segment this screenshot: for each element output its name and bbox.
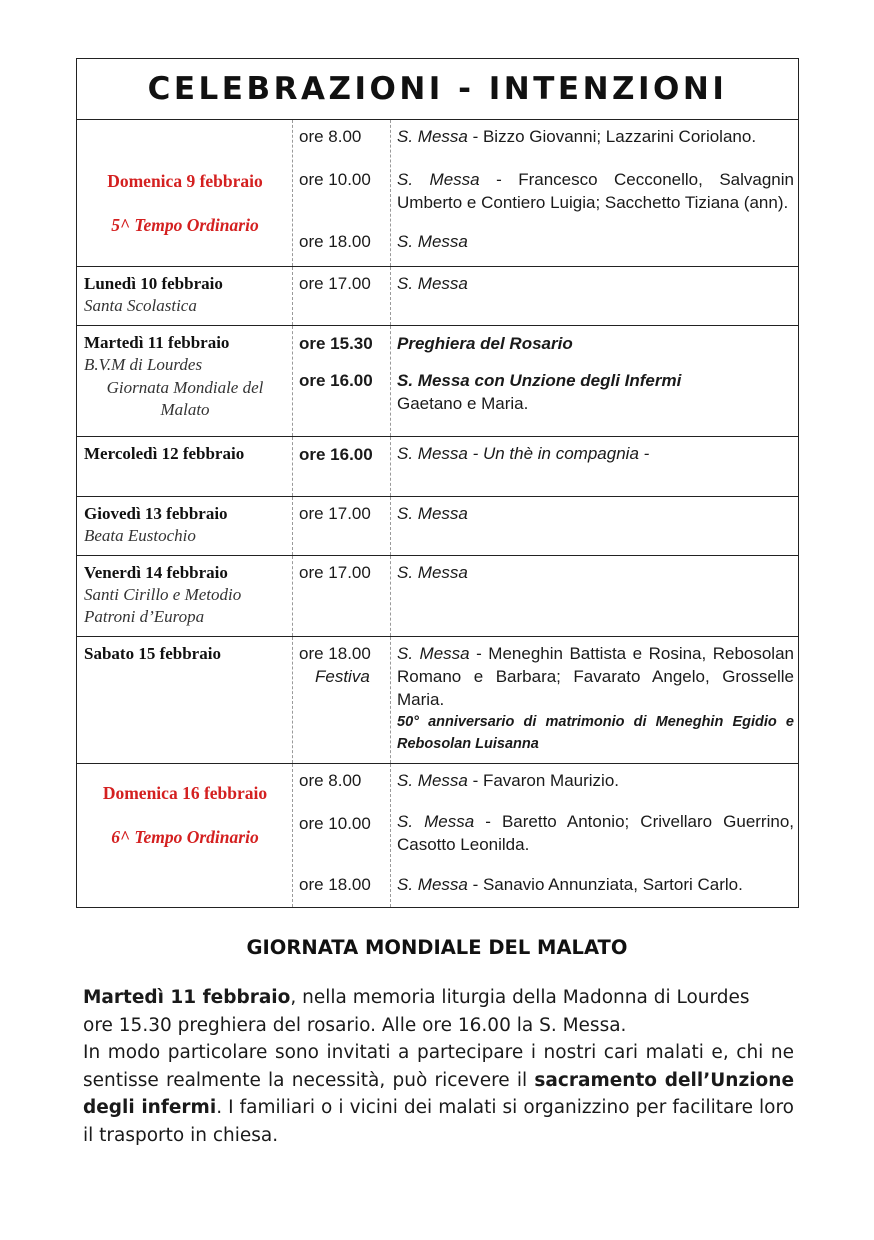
time-cell: [293, 120, 391, 266]
day-row-wednesday-12: [77, 437, 798, 497]
day-name: Lunedì 10 febbraio: [84, 274, 223, 293]
saint: Beata Eustochio: [84, 526, 196, 545]
day-cell: [77, 764, 293, 907]
time: ore 15.30: [299, 334, 373, 353]
day-subtitle: 5^ Tempo Ordinario: [111, 215, 259, 235]
time-cell: [293, 267, 391, 325]
day-row-monday-10: [77, 267, 798, 326]
article-paragraph: In modo particolare sono invitati a partecipare i nostri cari malati e, chi ne sentisse realmente la necessità, può ricevere il sacramento dell’Unzione degli infermi. I familiari o i vicini dei malati si organizzino per facilitare loro il trasporto in chiesa.: [83, 1042, 794, 1146]
time: ore 17.00: [299, 504, 371, 523]
intention: S. Messa con Unzione degli Infermi: [397, 371, 682, 390]
day-row-sunday-16: [77, 764, 798, 907]
festive-label: Festiva: [315, 667, 370, 686]
time-cell: [293, 556, 391, 636]
day-subtitle: 6^ Tempo Ordinario: [111, 827, 259, 847]
saint: Santa Scolastica: [84, 296, 197, 315]
day-name: Martedì 11 febbraio: [84, 333, 230, 352]
intentions-cell: [391, 556, 798, 636]
intention: S. Messa - Sanavio Annunziata, Sartori Carlo.: [397, 875, 743, 894]
time: ore 16.00: [299, 445, 373, 464]
time: ore 18.00: [299, 644, 371, 663]
intention: S. Messa: [397, 504, 468, 523]
article-line-2: ore 15.30 preghiera del rosario. Alle ore 16.00 la S. Messa.: [83, 1014, 627, 1036]
time-cell: [293, 497, 391, 555]
day-cell: [77, 497, 293, 555]
day-row-sunday-9: [77, 120, 798, 267]
intentions-cell: [391, 120, 798, 266]
intention: S. Messa - Un thè in compagnia -: [397, 444, 650, 463]
intention: S. Messa - Baretto Antonio; Crivellaro Guerrino, Casotto Leonilda.: [397, 812, 795, 854]
day-cell: [77, 437, 293, 496]
intentions-cell: [391, 497, 798, 555]
saint: Santi Cirillo e Metodio: [84, 585, 242, 604]
intention: S. Messa - Bizzo Giovanni; Lazzarini Coriolano.: [397, 127, 757, 146]
day-name: Mercoledì 12 febbraio: [84, 444, 245, 463]
intention: S. Messa - Favaron Maurizio.: [397, 771, 620, 790]
observance: Giornata Mondiale del Malato: [106, 378, 264, 419]
article-line-1: Martedì 11 febbraio, nella memoria liturgia della Madonna di Lourdes: [83, 987, 750, 1008]
day-name: Venerdì 14 febbraio: [84, 563, 228, 582]
saint: B.V.M di Lourdes: [84, 355, 203, 374]
article-body: [83, 984, 794, 1149]
intentions-cell: [391, 326, 798, 436]
intention: S. Messa - Meneghin Battista e Rosina, Rebosolan Romano e Barbara; Favarato Angelo, Grosselle Maria.: [397, 644, 794, 709]
celebrations-table: [76, 58, 799, 908]
intention: Preghiera del Rosario: [397, 334, 573, 353]
intention: S. Messa: [397, 274, 468, 293]
table-title: CELEBRAZIONI - INTENZIONI: [77, 59, 798, 120]
intention: S. Messa: [397, 563, 468, 582]
day-row-friday-14: [77, 556, 798, 637]
day-cell: [77, 556, 293, 636]
day-cell: [77, 637, 293, 763]
time: ore 8.00: [299, 127, 362, 146]
day-cell: [77, 267, 293, 325]
intentions-cell: [391, 267, 798, 325]
day-row-tuesday-11: [77, 326, 798, 437]
intention: S. Messa: [397, 232, 468, 251]
time: ore 10.00: [299, 170, 371, 189]
time: ore 18.00: [299, 875, 371, 894]
time-cell: [293, 437, 391, 496]
intentions-cell: [391, 764, 798, 907]
time: ore 18.00: [299, 232, 371, 251]
time-cell: [293, 326, 391, 436]
time: ore 17.00: [299, 274, 371, 293]
day-name: Domenica 16 febbraio: [102, 783, 268, 803]
day-name: Domenica 9 febbraio: [107, 171, 263, 191]
day-name: Sabato 15 febbraio: [84, 644, 221, 663]
day-cell: [77, 326, 293, 436]
intentions-cell: [391, 437, 798, 496]
time: ore 8.00: [299, 771, 362, 790]
time: ore 17.00: [299, 563, 371, 582]
day-row-saturday-15: [77, 637, 798, 764]
intention-names: Gaetano e Maria.: [397, 394, 529, 413]
saint-title: Patroni d’Europa: [84, 607, 205, 626]
day-row-thursday-13: [77, 497, 798, 556]
anniversary-note: 50° anniversario di matrimonio di Meneghin Egidio e Rebosolan Luisanna: [397, 714, 794, 752]
article-title: GIORNATA MONDIALE DEL MALATO: [246, 936, 628, 959]
day-name: Giovedì 13 febbraio: [84, 504, 228, 523]
time-cell: [293, 764, 391, 907]
intention: S. Messa - Francesco Cecconello, Salvagnin Umberto e Contiero Luigia; Sacchetto Tiziana (ann).: [397, 170, 794, 212]
time-cell: [293, 637, 391, 763]
time: ore 10.00: [299, 814, 371, 833]
intentions-cell: [391, 637, 798, 763]
time: ore 16.00: [299, 371, 373, 390]
day-cell: [77, 120, 293, 266]
